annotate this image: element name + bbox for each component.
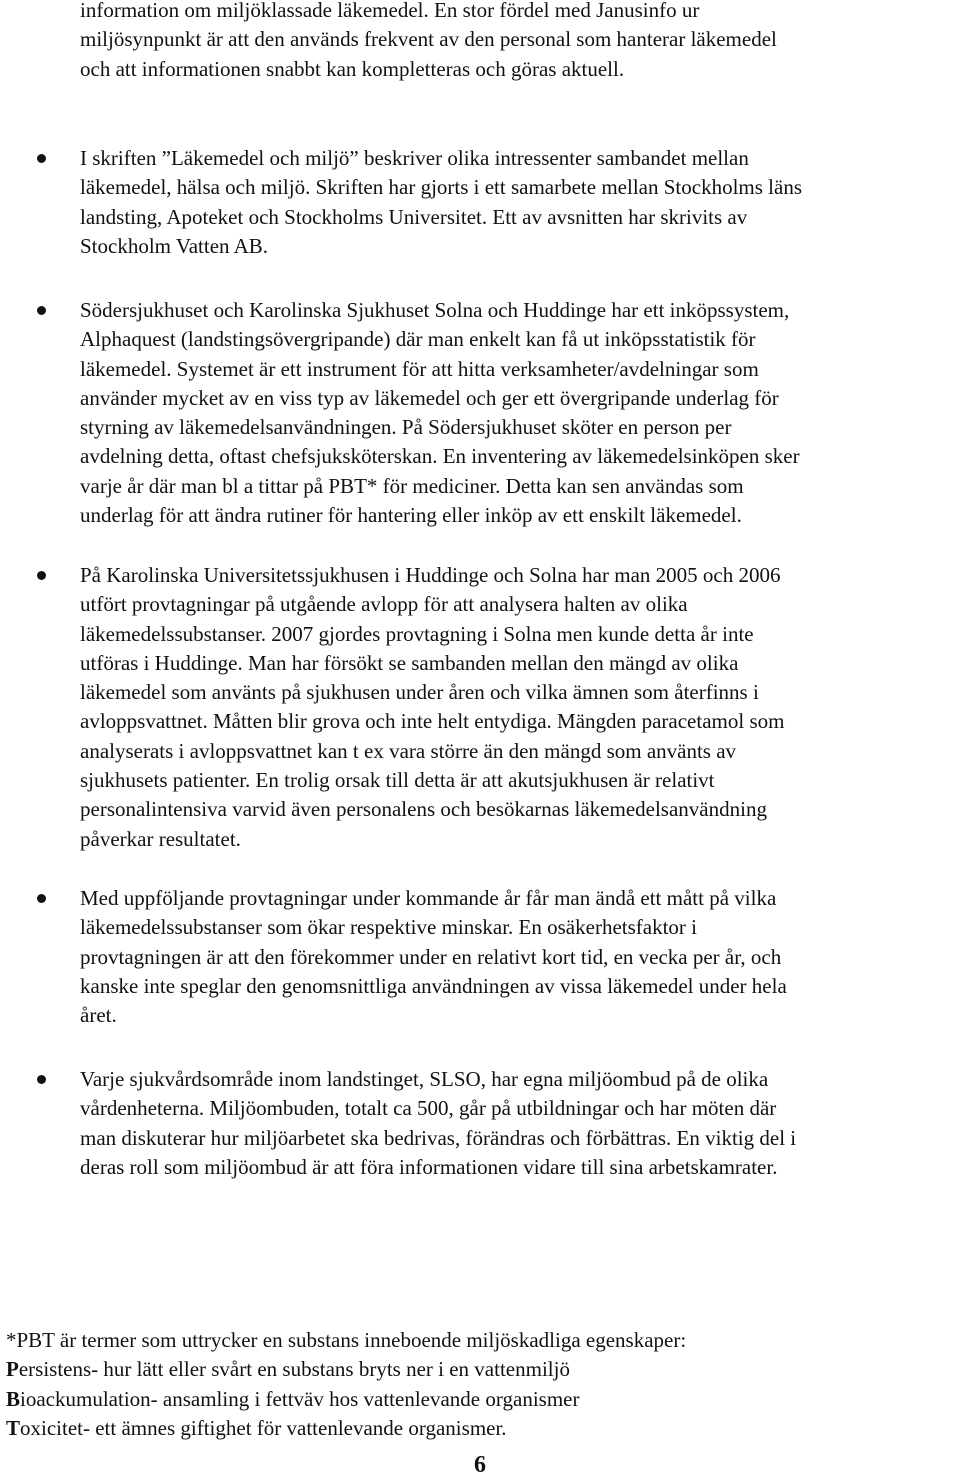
intro-line: miljösynpunkt är att den används frekvent av den personal som hanterar läkemedel [80, 27, 777, 52]
bullet-line: kanske inte speglar den genomsnittliga användningen av vissa läkemedel under hela [80, 973, 787, 998]
footnote-item [6, 1385, 946, 1414]
bullet-line: läkemedel som använts på sjukhusen under åren och vilka ämnen som återfinns i [80, 680, 759, 705]
bullet-line: läkemedel, hälsa och miljö. Skriften har gjorts i ett samarbete mellan Stockholms läns [80, 175, 802, 200]
bullet-line: styrning av läkemedelsanvändningen. På Södersjukhuset sköter en person per [80, 415, 732, 440]
bullet-line: Stockholm Vatten AB. [80, 233, 269, 258]
bullet-line: Med uppföljande provtagningar under kommande år får man ändå ett mått på vilka [80, 886, 777, 910]
footnote-initial: T [6, 1415, 21, 1440]
intro-line: information om miljöklassade läkemedel. En stor fördel med Janusinfo ur [80, 0, 700, 22]
bullet-icon [37, 571, 46, 580]
bullet-line: man diskuterar hur miljöarbetet ska bedrivas, förändras och förbättras. En viktig del i [80, 1125, 797, 1150]
bullet-paragraph-2 [80, 296, 958, 530]
bullet-line: utfört provtagningar på utgående avlopp för att analysera halten av olika [80, 592, 688, 617]
bullet-line: I skriften ”Läkemedel och miljö” beskriver olika intressenter sambandet mellan [80, 146, 749, 170]
bullet-line: Södersjukhuset och Karolinska Sjukhuset Solna och Huddinge har ett inköpssystem, [80, 298, 790, 322]
bullet-line: analyserats i avloppsvattnet kan t ex vara större än den mängd som använts av [80, 738, 737, 763]
bullet-line: avloppsvattnet. Måtten blir grova och inte helt entydiga. Mängden paracetamol som [80, 709, 785, 734]
footnote-initial: B [6, 1386, 21, 1411]
bullet-line: läkemedelssubstanser som ökar respektive minskar. En osäkerhetsfaktor i [80, 915, 697, 940]
bullet-line: personalintensiva varvid även personalens och besökarnas läkemedelsanvändning [80, 797, 767, 822]
bullet-icon [37, 1075, 46, 1084]
bullet-line: utföras i Huddinge. Man har försökt se sambanden mellan den mängd av olika [80, 650, 739, 675]
bullet-paragraph-5 [80, 1065, 958, 1182]
bullet-paragraph-1 [80, 144, 958, 261]
footnote [6, 1326, 946, 1443]
bullet-line: avdelning detta, oftast chefsjuksköterskan. En inventering av läkemedelsinköpen sker [80, 444, 800, 469]
footnote-item [6, 1414, 946, 1443]
bullet-line: Varje sjukvårdsområde inom landstinget, SLSO, har egna miljöombud på de olika [80, 1067, 769, 1091]
bullet-line: läkemedel. Systemet är ett instrument för att hitta verksamheter/avdelningar som [80, 356, 759, 381]
bullet-paragraph-4 [80, 884, 958, 1030]
page-number: 6 [474, 1452, 486, 1478]
footnote-initial: P [6, 1357, 19, 1382]
bullet-icon [37, 306, 46, 315]
footnote-item [6, 1355, 946, 1384]
bullet-line: provtagningen är att den förekommer under en relativt kort tid, en vecka per år, och [80, 944, 782, 969]
footnote-title: *PBT är termer som uttrycker en substans inneboende miljöskadliga egenskaper: [6, 1328, 687, 1352]
footnote-text: oxicitet- ett ämnes giftighet för vattenlevande organismer. [20, 1415, 507, 1440]
bullet-line: varje år där man bl a tittar på PBT* för mediciner. Detta kan sen användas som [80, 473, 744, 498]
footnote-text: ioackumulation- ansamling i fettväv hos vattenlevande organismer [20, 1386, 580, 1411]
bullet-line: året. [80, 1003, 117, 1028]
bullet-line: På Karolinska Universitetssjukhusen i Huddinge och Solna har man 2005 och 2006 [80, 563, 781, 587]
bullet-paragraph-3 [80, 561, 958, 854]
bullet-icon [37, 894, 46, 903]
footnote-text: ersistens- hur lätt eller svårt en substans bryts ner i en vattenmiljö [18, 1357, 570, 1382]
intro-line: och att informationen snabbt kan kompletteras och göras aktuell. [80, 56, 625, 81]
bullet-line: läkemedelssubstanser. 2007 gjordes provtagning i Solna men kunde detta år inte [80, 621, 754, 646]
bullet-line: påverkar resultatet. [80, 826, 241, 851]
bullet-line: sjukhusets patienter. En trolig orsak till detta är att akutsjukhusen är relativt [80, 768, 715, 793]
bullet-line: landsting, Apoteket och Stockholms Universitet. Ett av avsnitten har skrivits av [80, 204, 748, 229]
bullet-icon [37, 154, 46, 163]
bullet-line: deras roll som miljöombud är att föra informationen vidare till sina arbetskamrater. [80, 1154, 778, 1179]
intro-paragraph [80, 0, 958, 84]
bullet-line: underlag för att ändra rutiner för hantering eller inköp av ett enskilt läkemedel. [80, 503, 742, 528]
bullet-line: vårdenheterna. Miljöombuden, totalt ca 500, går på utbildningar och har möten där [80, 1096, 777, 1121]
bullet-line: Alphaquest (landstingsövergripande) där man enkelt kan få ut inköpsstatistik för [80, 327, 756, 352]
bullet-line: använder mycket av en viss typ av läkemedel och ger ett övergripande underlag för [80, 385, 779, 410]
